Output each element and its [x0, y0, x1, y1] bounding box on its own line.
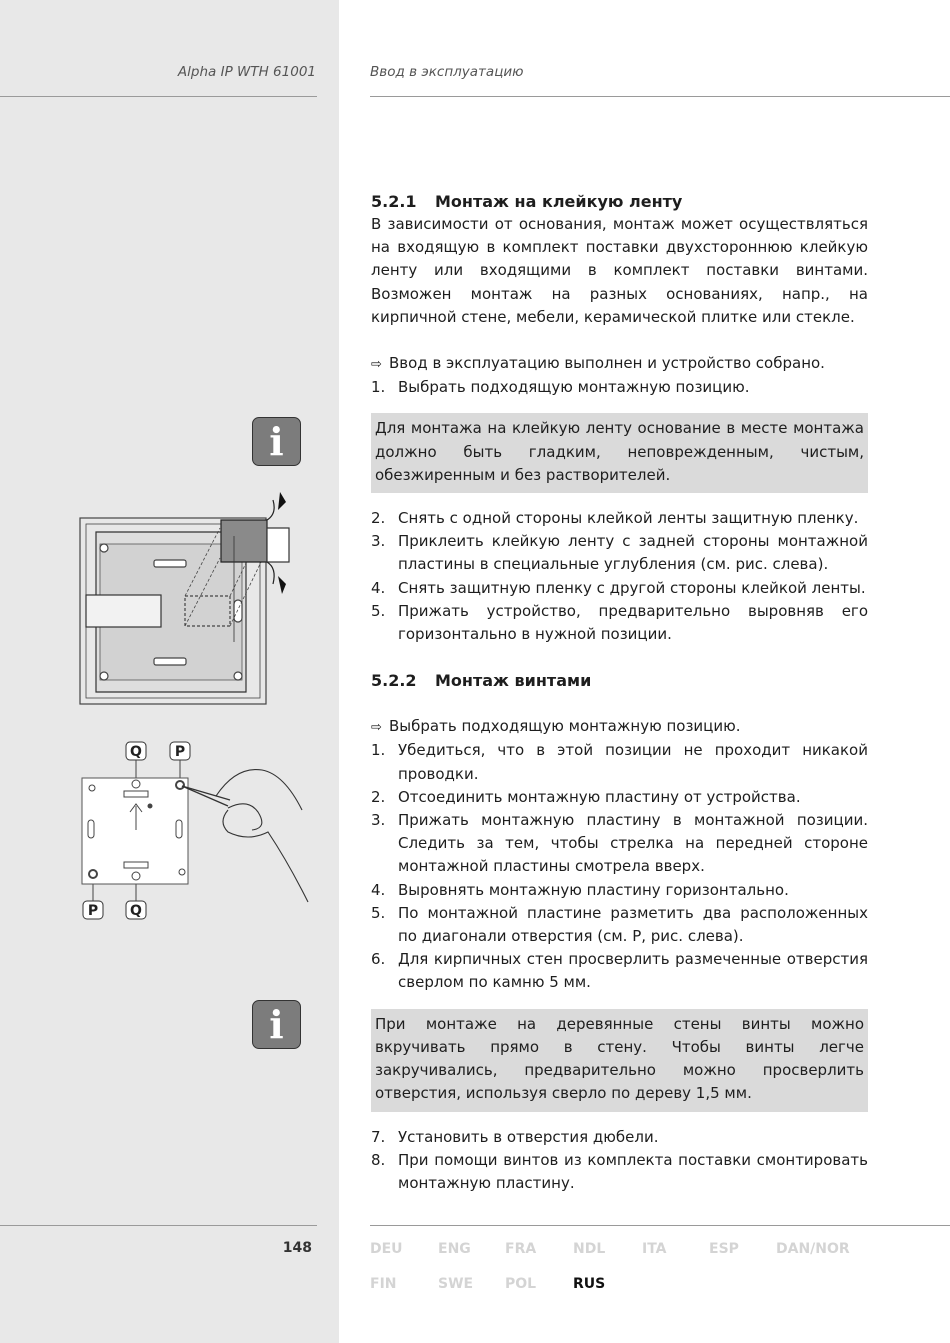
info-note: При монтаже на деревянные стены винты можно вкручивать прямо в стену. Чтобы винты легче закручивались, предварительно можно просверлить отверстия, используя сверло по дереву 1,5 мм. [371, 1009, 868, 1112]
step-number: 3. [371, 532, 386, 551]
label-q-bottom: Q [130, 903, 142, 919]
step-text: Установить в отверстия дюбели. [398, 1127, 659, 1146]
steps-list [371, 507, 868, 646]
footer-rule-right [370, 1225, 950, 1226]
step-number: 2. [371, 509, 386, 528]
step-number: 5. [371, 903, 386, 922]
language-link-esp[interactable]: ESP [709, 1241, 739, 1257]
step-text: Снять с одной стороны клейкой ленты защитную пленку. [398, 509, 859, 528]
step-text: Снять защитную пленку с другой стороны клейкой ленты. [398, 578, 866, 597]
header-chapter: Ввод в эксплуатацию [370, 64, 524, 80]
list-item [371, 1126, 868, 1149]
arrow-right-icon: ⇨ [371, 720, 382, 736]
list-item [371, 902, 868, 948]
label-p-bottom: P [87, 903, 99, 919]
section-number: 5.2.2 [371, 671, 417, 691]
label-p-top: P [174, 744, 186, 760]
page-number: 148 [282, 1240, 312, 1256]
label-q-top: Q [130, 744, 142, 760]
precondition: ⇨ Выбрать подходящую монтажную позицию. [371, 715, 868, 739]
main-content [371, 190, 868, 1195]
screw-mounting-figure [78, 738, 310, 924]
list-item [371, 948, 868, 994]
step-text: Выбрать подходящую монтажную позицию. [398, 378, 750, 397]
info-icon: i [252, 1000, 301, 1049]
steps-list [371, 376, 868, 399]
language-link-dan-nor[interactable]: DAN/NOR [776, 1241, 850, 1257]
section-heading: Монтаж винтами [435, 671, 592, 691]
adhesive-tape-figure [78, 488, 298, 710]
language-link-eng[interactable]: ENG [438, 1241, 471, 1257]
section-heading: Монтаж на клейкую ленту [435, 192, 683, 211]
list-item [371, 739, 868, 785]
step-number: 4. [371, 880, 386, 899]
language-link-rus[interactable]: RUS [573, 1276, 606, 1292]
language-link-swe[interactable]: SWE [438, 1276, 474, 1292]
step-number: 1. [371, 741, 386, 760]
section-title-adhesive [371, 190, 868, 213]
list-item [371, 1149, 868, 1195]
section-intro: В зависимости от основания, монтаж может осуществляться на входящую в комплект поставки двухстороннюю клейкую ленту или входящими в комплект поставки винтами. Возможен монтаж на разных основаниях, напр., на кирпичной стене, мебели, керамической плитке или стекле. [371, 215, 868, 326]
step-text: Убедиться, что в этой позиции не проходит никакой проводки. [398, 741, 868, 783]
language-link-deu[interactable]: DEU [370, 1241, 403, 1257]
steps-list [371, 739, 868, 994]
header-product: Alpha IP WTH 61001 [177, 64, 316, 80]
step-number: 6. [371, 950, 386, 969]
step-number: 4. [371, 578, 386, 597]
arrow-right-icon: ⇨ [371, 357, 382, 373]
language-link-ndl[interactable]: NDL [573, 1241, 606, 1257]
steps-list [371, 1126, 868, 1196]
list-item [371, 530, 868, 576]
language-link-ita[interactable]: ITA [642, 1241, 667, 1257]
info-note: Для монтажа на клейкую ленту основание в месте монтажа должно быть гладким, неповрежденным, чистым, обезжиренным и без растворителей. [371, 413, 868, 493]
header-rule-left [0, 96, 317, 97]
list-item [371, 507, 868, 530]
step-text: Для кирпичных стен просверлить размеченные отверстия сверлом по камню 5 мм. [398, 950, 868, 992]
list-item [371, 786, 868, 809]
header-rule-right [370, 96, 950, 97]
step-number: 2. [371, 787, 386, 806]
section-title-screws [371, 669, 868, 692]
language-link-pol[interactable]: POL [505, 1276, 537, 1292]
list-item [371, 577, 868, 600]
step-text: По монтажной пластине разметить два расположенных по диагонали отверстия (см. P, рис. слева). [398, 903, 868, 946]
footer-rule-left [0, 1225, 317, 1226]
language-link-fin[interactable]: FIN [370, 1276, 397, 1292]
step-number: 3. [371, 811, 386, 830]
step-number: 8. [371, 1150, 386, 1169]
step-number: 5. [371, 601, 386, 620]
list-item [371, 879, 868, 902]
step-text: Прижать монтажную пластину в монтажной позиции. Следить за тем, чтобы стрелка на передней стороне монтажной пластины смотрела вверх. [398, 811, 868, 876]
step-text: Отсоединить монтажную пластину от устройства. [398, 787, 801, 806]
step-number: 7. [371, 1127, 386, 1146]
section-number: 5.2.1 [371, 192, 417, 211]
list-item [371, 600, 868, 646]
list-item [371, 809, 868, 879]
step-text: Выровнять монтажную пластину горизонтально. [398, 880, 789, 899]
step-text: Прижать устройство, предварительно выровняв его горизонтально в нужной позиции. [398, 601, 868, 644]
precondition: ⇨ Ввод в эксплуатацию выполнен и устройство собрано. [371, 352, 868, 376]
list-item [371, 376, 868, 399]
info-icon: i [252, 417, 301, 466]
step-text: Приклеить клейкую ленту с задней стороны монтажной пластины в специальные углубления (см. рис. слева). [398, 532, 868, 574]
language-link-fra[interactable]: FRA [505, 1241, 537, 1257]
step-number: 1. [371, 378, 386, 397]
step-text: При помощи винтов из комплекта поставки смонтировать монтажную пластину. [398, 1150, 868, 1192]
